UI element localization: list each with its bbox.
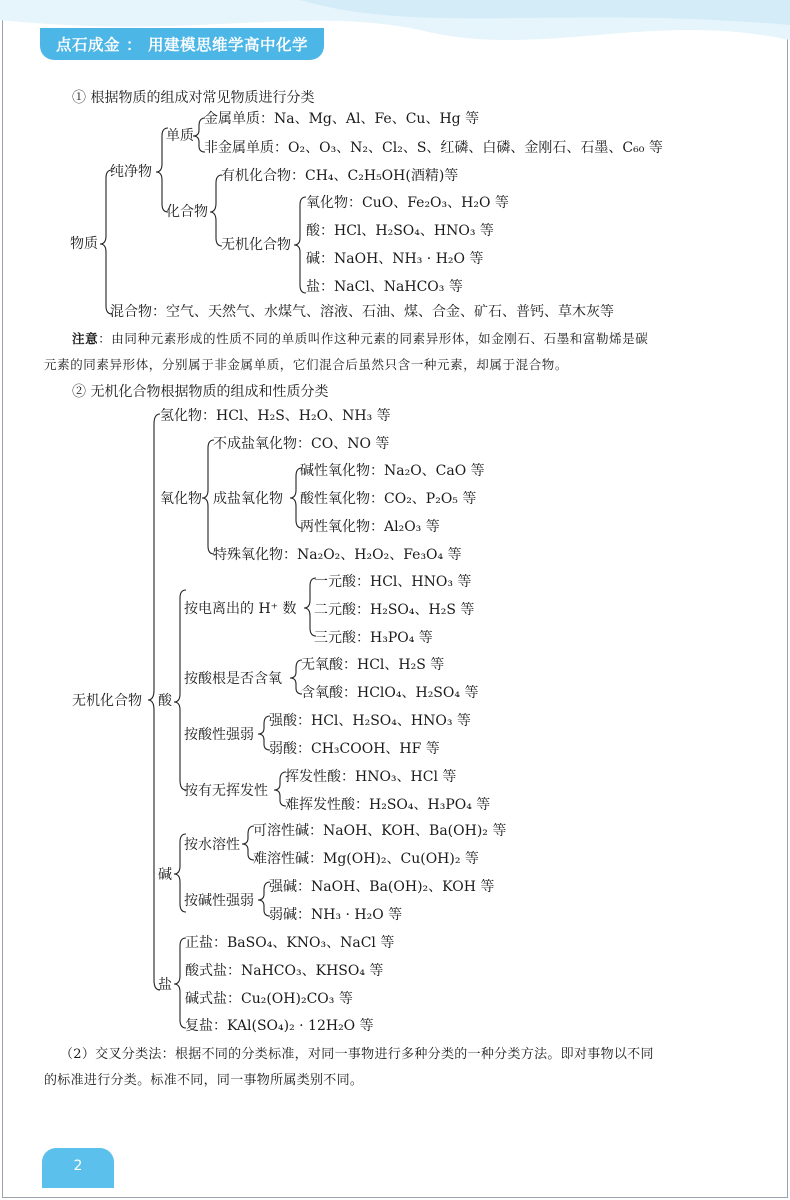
node-by-oxygen: 按酸根是否含氧 — [184, 671, 282, 687]
cross-classification-line2: 的标准进行分类。标准不同，同一事物所属类别不同。 — [44, 1073, 364, 1088]
leaf-weak-acid: 弱酸：CH₃COOH、HF 等 — [269, 741, 440, 757]
leaf-monoprotic-acid: 一元酸：HCl、HNO₃ 等 — [314, 574, 472, 590]
leaf-amphoteric-oxide: 两性氧化物：Al₂O₃ 等 — [300, 519, 440, 535]
note-text-1: ：由同种元素形成的性质不同的单质叫作这种元素的同素异形体，如金刚石、石墨和富勒烯是碳 — [98, 331, 649, 346]
node-oxide: 氧化物 — [160, 491, 202, 507]
node-simple-substance: 单质 — [166, 128, 194, 144]
node-inorganic-compound: 无机化合物 — [221, 237, 291, 253]
node-compound: 化合物 — [166, 204, 208, 220]
leaf-oxygen-free-acid: 无氧酸：HCl、H₂S 等 — [301, 657, 445, 673]
node-salt-forming-oxide: 成盐氧化物 — [213, 491, 283, 507]
node-by-h-count: 按电离出的 H⁺ 数 — [184, 601, 297, 617]
leaf-oxyacid: 含氧酸：HClO₄、H₂SO₄ 等 — [301, 685, 479, 701]
leaf-acid: 酸：HCl、H₂SO₄、HNO₃ 等 — [306, 223, 494, 239]
section2-title: ② 无机化合物根据物质的组成和性质分类 — [72, 384, 329, 400]
node-mixture: 混合物：空气、天然气、水煤气、溶液、石油、煤、合金、矿石、普钙、草木灰等 — [110, 304, 614, 320]
cross-classification-line1: （2）交叉分类法：根据不同的分类标准，对同一事物进行多种分类的一种分类方法。即对事物以不同 — [60, 1047, 654, 1062]
section1-title: ① 根据物质的组成对常见物质进行分类 — [72, 90, 315, 106]
leaf-strong-acid: 强酸：HCl、H₂SO₄、HNO₃ 等 — [269, 713, 471, 729]
node-pure-substance: 纯净物 — [110, 164, 152, 180]
note-line1 — [72, 330, 648, 348]
node-by-base-strength: 按碱性强弱 — [184, 893, 254, 909]
leaf-non-salt-oxide: 不成盐氧化物：CO、NO 等 — [213, 436, 390, 452]
leaf-oxide: 氧化物：CuO、Fe₂O₃、H₂O 等 — [306, 195, 509, 211]
leaf-salt: 盐：NaCl、NaHCO₃ 等 — [306, 279, 463, 295]
leaf-metal-simple: 金属单质：Na、Mg、Al、Fe、Cu、Hg 等 — [204, 111, 480, 127]
note-line2: 元素的同素异形体，分别属于非金属单质，它们混合后虽然只含一种元素，却属于混合物。 — [44, 357, 569, 372]
leaf-soluble-base: 可溶性碱：NaOH、KOH、Ba(OH)₂ 等 — [253, 823, 507, 839]
leaf-organic-compound: 有机化合物：CH₄、C₂H₅OH(酒精)等 — [221, 168, 459, 184]
node-inorganic-root: 无机化合物 — [72, 693, 142, 709]
leaf-base: 碱：NaOH、NH₃ · H₂O 等 — [306, 251, 484, 267]
leaf-hydride: 氢化物：HCl、H₂S、H₂O、NH₃ 等 — [160, 408, 391, 424]
leaf-weak-base: 弱碱：NH₃ · H₂O 等 — [269, 907, 403, 923]
header-series-name: 点石成金 — [56, 36, 121, 54]
node-substance: 物质 — [70, 236, 98, 252]
leaf-triprotic-acid: 三元酸：H₃PO₄ 等 — [314, 630, 433, 646]
leaf-acidic-oxide: 酸性氧化物：CO₂、P₂O₅ 等 — [300, 491, 477, 507]
page-number-tab — [42, 1148, 114, 1188]
leaf-nonvolatile-acid: 难挥发性酸：H₂SO₄、H₃PO₄ 等 — [285, 797, 491, 813]
node-acid: 酸 — [158, 693, 172, 709]
node-salt: 盐 — [158, 977, 172, 993]
node-by-acid-strength: 按酸性强弱 — [184, 727, 254, 743]
node-base: 碱 — [158, 867, 172, 883]
leaf-volatile-acid: 挥发性酸：HNO₃、HCl 等 — [285, 769, 457, 785]
leaf-basic-salt: 碱式盐：Cu₂(OH)₂CO₃ 等 — [185, 991, 353, 1007]
leaf-nonmetal-simple: 非金属单质：O₂、O₃、N₂、Cl₂、S、红磷、白磷、金刚石、石墨、C₆₀ 等 — [204, 140, 663, 156]
leaf-normal-salt: 正盐：BaSO₄、KNO₃、NaCl 等 — [185, 935, 395, 951]
page-number: 2 — [73, 1158, 83, 1174]
header-separator: ： — [126, 36, 143, 54]
leaf-double-salt: 复盐：KAl(SO₄)₂ · 12H₂O 等 — [185, 1018, 374, 1034]
leaf-insoluble-base: 难溶性碱：Mg(OH)₂、Cu(OH)₂ 等 — [253, 851, 479, 867]
leaf-strong-base: 强碱：NaOH、Ba(OH)₂、KOH 等 — [269, 879, 495, 895]
header-banner — [40, 28, 324, 60]
leaf-acid-salt: 酸式盐：NaHCO₃、KHSO₄ 等 — [185, 963, 384, 979]
header-book-title: 用建模思维学高中化学 — [148, 36, 309, 54]
note-label: 注意 — [72, 331, 99, 346]
node-by-volatility: 按有无挥发性 — [184, 783, 268, 799]
leaf-diprotic-acid: 二元酸：H₂SO₄、H₂S 等 — [314, 602, 475, 618]
node-by-solubility: 按水溶性 — [184, 837, 240, 853]
leaf-basic-oxide: 碱性氧化物：Na₂O、CaO 等 — [300, 463, 485, 479]
leaf-special-oxide: 特殊氧化物：Na₂O₂、H₂O₂、Fe₃O₄ 等 — [213, 547, 462, 563]
